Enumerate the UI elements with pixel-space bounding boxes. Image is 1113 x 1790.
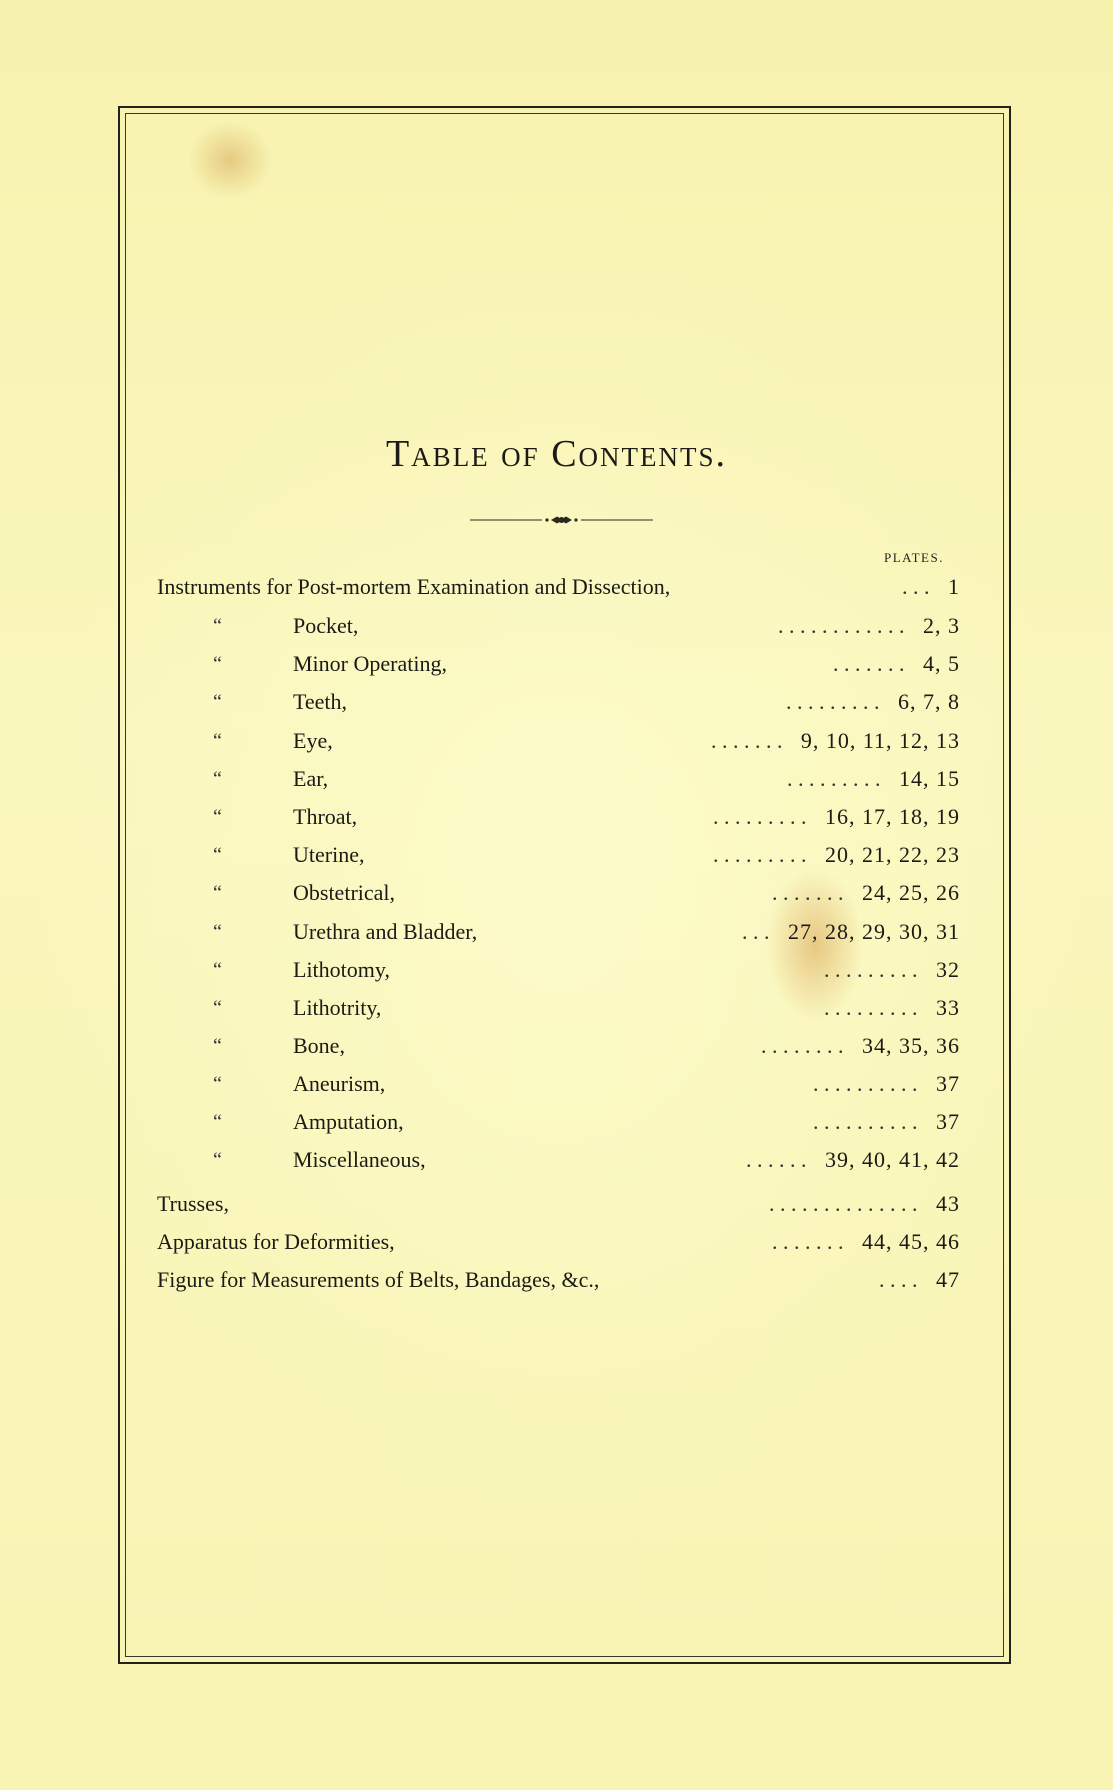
ditto-mark: “ <box>213 730 222 752</box>
toc-row <box>157 687 960 717</box>
entry-label: Lithotrity, <box>293 995 382 1020</box>
plate-numbers: 6, 7, 8 <box>898 689 960 714</box>
leader-dots: . . . <box>902 574 930 599</box>
plate-numbers: 4, 5 <box>923 651 960 676</box>
leader-dots: . . . . . . . . . . <box>813 1071 918 1096</box>
plate-numbers: 32 <box>936 957 960 982</box>
toc-row <box>157 878 960 908</box>
plates-column-header: PLATES. <box>884 550 944 565</box>
entry-label: Pocket, <box>293 613 359 638</box>
toc-row <box>157 1227 960 1257</box>
toc-row <box>157 993 960 1023</box>
leader-dots: . . . . . . . . . . <box>813 1109 918 1134</box>
leader-dots: . . . . . . <box>746 1147 807 1172</box>
toc-row <box>157 802 960 832</box>
entry-label: Eye, <box>293 728 333 753</box>
leader-dots: . . . . . . . . . <box>713 842 807 867</box>
entry-label: Lithotomy, <box>293 957 390 982</box>
ditto-mark: “ <box>213 1035 222 1057</box>
ditto-mark: “ <box>213 615 222 637</box>
leader-dots: . . . . . . . . . <box>824 995 918 1020</box>
plate-numbers: 14, 15 <box>899 766 960 791</box>
ditto-mark: “ <box>213 1111 222 1133</box>
leader-dots: . . . . . . . . . <box>787 766 881 791</box>
entry-label: Apparatus for Deformities, <box>157 1229 395 1254</box>
leader-dots: . . . <box>742 919 770 944</box>
entry-label: Figure for Measurements of Belts, Bandages, &c., <box>157 1267 600 1292</box>
plate-numbers: 47 <box>936 1267 960 1292</box>
leader-dots: . . . . . . . . . . . . . . <box>769 1191 918 1216</box>
entry-label: Throat, <box>293 804 358 829</box>
plate-numbers: 24, 25, 26 <box>862 880 960 905</box>
entry-label: Aneurism, <box>293 1071 386 1096</box>
plate-numbers: 1 <box>948 574 960 599</box>
ditto-mark: “ <box>213 959 222 981</box>
plate-numbers: 9, 10, 11, 12, 13 <box>800 728 960 753</box>
entry-label: Ear, <box>293 766 329 791</box>
plate-numbers: 2, 3 <box>923 613 960 638</box>
entry-label: Amputation, <box>293 1109 404 1134</box>
plate-numbers: 16, 17, 18, 19 <box>825 804 960 829</box>
leader-dots: . . . . . . . . <box>761 1033 844 1058</box>
entry-label: Miscellaneous, <box>293 1147 426 1172</box>
toc-row <box>157 726 960 756</box>
plate-numbers: 27, 28, 29, 30, 31 <box>788 919 960 944</box>
entry-label: Teeth, <box>293 689 348 714</box>
page-title: Table of Contents. <box>385 433 728 475</box>
leader-dots: . . . . . . . . . <box>824 957 918 982</box>
leader-dots: . . . . <box>879 1267 918 1292</box>
ditto-mark: “ <box>213 921 222 943</box>
leader-dots: . . . . . . . <box>833 651 905 676</box>
leader-dots: . . . . . . . . . <box>786 689 880 714</box>
toc-row <box>157 1031 960 1061</box>
ditto-mark: “ <box>213 844 222 866</box>
toc-row <box>157 764 960 794</box>
plate-numbers: 39, 40, 41, 42 <box>825 1147 960 1172</box>
toc-row <box>157 1107 960 1137</box>
entry-label: Obstetrical, <box>293 880 396 905</box>
toc-row <box>157 1145 960 1175</box>
toc-row <box>157 649 960 679</box>
toc-row <box>157 611 960 641</box>
plate-numbers: 34, 35, 36 <box>862 1033 960 1058</box>
divider-ornament-icon <box>470 512 653 528</box>
plate-numbers: 37 <box>936 1109 960 1134</box>
plate-numbers: 20, 21, 22, 23 <box>825 842 960 867</box>
leader-dots: . . . . . . . <box>772 880 844 905</box>
entry-label: Minor Operating, <box>293 651 447 676</box>
plate-numbers: 37 <box>936 1071 960 1096</box>
toc-row <box>157 1069 960 1099</box>
plate-numbers: 33 <box>936 995 960 1020</box>
leader-dots: . . . . . . . . . . . . <box>778 613 905 638</box>
ditto-mark: “ <box>213 997 222 1019</box>
ditto-mark: “ <box>213 653 222 675</box>
plate-numbers: 43 <box>936 1191 960 1216</box>
leader-dots: . . . . . . . <box>711 728 783 753</box>
ditto-mark: “ <box>213 882 222 904</box>
entry-label: Uterine, <box>293 842 365 867</box>
ditto-mark: “ <box>213 1073 222 1095</box>
leader-dots: . . . . . . . . . <box>713 804 807 829</box>
toc-row <box>157 1265 960 1295</box>
toc-row <box>157 917 960 947</box>
ditto-mark: “ <box>213 768 222 790</box>
toc-row <box>157 572 960 602</box>
entry-label: Instruments for Post-mortem Examination and Dissection, <box>157 574 671 599</box>
toc-row <box>157 955 960 985</box>
entry-label: Trusses, <box>157 1191 229 1216</box>
ditto-mark: “ <box>213 1149 222 1171</box>
plate-numbers: 44, 45, 46 <box>862 1229 960 1254</box>
toc-row <box>157 840 960 870</box>
toc-row <box>157 1189 960 1219</box>
entry-label: Bone, <box>293 1033 345 1058</box>
ditto-mark: “ <box>213 806 222 828</box>
ditto-mark: “ <box>213 691 222 713</box>
entry-label: Urethra and Bladder, <box>293 919 478 944</box>
leader-dots: . . . . . . . <box>772 1229 844 1254</box>
